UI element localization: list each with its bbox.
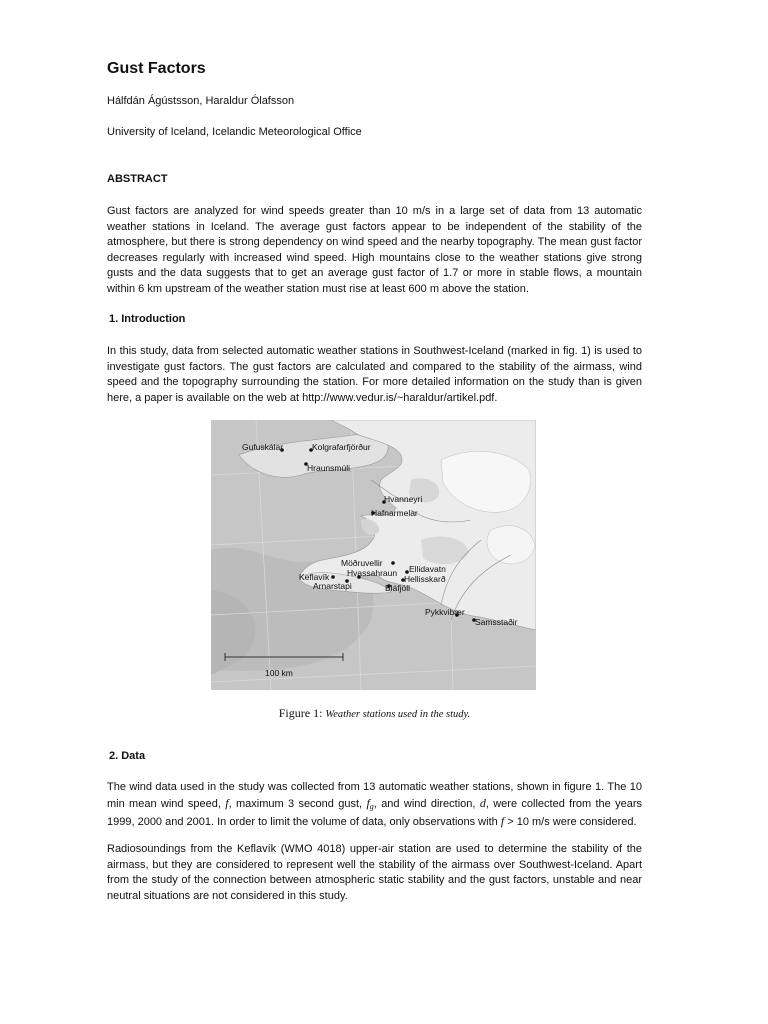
symbol-f: f	[225, 795, 229, 810]
symbol-fg-base: f	[366, 795, 370, 810]
data-text-part: , and wind direction,	[373, 797, 476, 810]
station-map-figure	[211, 420, 536, 690]
data-text-part: The wind data used in the study was collected from 13 automatic weather stations, shown in figure 1. The 10 min mean wind speed,	[107, 781, 642, 810]
station-label: Hvassahraun	[347, 568, 398, 578]
symbol-d: d	[479, 795, 486, 810]
symbol-fg-subscript: g	[369, 801, 374, 811]
scale-bar-label: 100 km	[265, 668, 293, 678]
station-label: Hellisskarð	[404, 574, 446, 584]
station-label: Kolgrafarfjörður	[312, 442, 371, 452]
radiosounding-text: Radiosoundings from the Keflavík (WMO 4018) upper-air station are used to determine the stability of the airmass, but they are considered to represent well the stability of the airmass over Southwest-Iceland. Apart from the study of the connection between atmospheric static stability and the gust factors, unstable and near neutral situations are not considered in this study.	[107, 843, 642, 902]
station-label: Hvanneyri	[384, 494, 423, 504]
introduction-heading: 1. Introduction	[109, 313, 186, 325]
symbol-fg	[366, 796, 373, 810]
data-text-part: , were collected from the years 1999, 2000 and 2001. In order to limit the volume of data, only observations with	[107, 797, 643, 829]
station-label: Hafnarmelar	[371, 508, 418, 518]
data-text-part: , maximum 3 second gust,	[228, 797, 363, 810]
figure-label: Figure 1:	[278, 706, 323, 720]
paper-title: Gust Factors	[107, 60, 206, 77]
data-text-part: > 10 m/s were considered.	[507, 816, 637, 829]
abstract-heading: ABSTRACT	[107, 173, 168, 185]
station-label: Pykkvibær	[425, 607, 465, 617]
station-label: Arnarstapi	[313, 581, 352, 591]
figure-caption-text: Weather stations used in the study.	[325, 709, 471, 720]
station-label: Bláfjöll	[385, 583, 411, 593]
figure-caption	[107, 706, 642, 721]
station-label: Hraunsmúli	[307, 463, 350, 473]
station-label: Keflavík	[299, 572, 330, 582]
data-text	[107, 780, 642, 831]
station-label: Möðruvellir	[341, 558, 383, 568]
authors: Hálfdán Ágústsson, Haraldur Ólafsson	[107, 95, 295, 107]
station-map	[211, 420, 536, 690]
symbol-f: f	[500, 814, 505, 829]
introduction-text: In this study, data from selected automatic weather stations in Southwest-Iceland (marked in fig. 1) is used to investigate gust factors. The gust factors are calculated and compared to the stability of the airmass, wind speed and the topography surrounding the station. For more detailed information on the study than is given here, a paper is available on the web at http://www.vedur.is/~haraldur/artikel.pdf.	[107, 345, 642, 404]
station-marker	[391, 561, 395, 565]
station-label: Ellidavatn	[409, 564, 446, 574]
station-marker	[331, 575, 335, 579]
station-label: Gufuskálar	[242, 442, 284, 452]
station-label: Samsstaðir	[475, 617, 518, 627]
affiliation: University of Iceland, Icelandic Meteorological Office	[107, 126, 362, 138]
data-heading: 2. Data	[109, 750, 146, 762]
abstract-text: Gust factors are analyzed for wind speeds greater than 10 m/s in a large set of data from 13 automatic weather stations in Iceland. The average gust factors appear to be independent of the stability of the atmosphere, but there is strong dependency on wind speed and the nearby topography. The mean gust factor decreases regularly with increased wind speed. High mountains close to the weather stations give strong gusts and the data suggests that to get an average gust factor of 1.7 or more in stable flows, a mountain within 6 km upstream of the weather station must rise at least 600 m above the station.	[107, 205, 642, 295]
